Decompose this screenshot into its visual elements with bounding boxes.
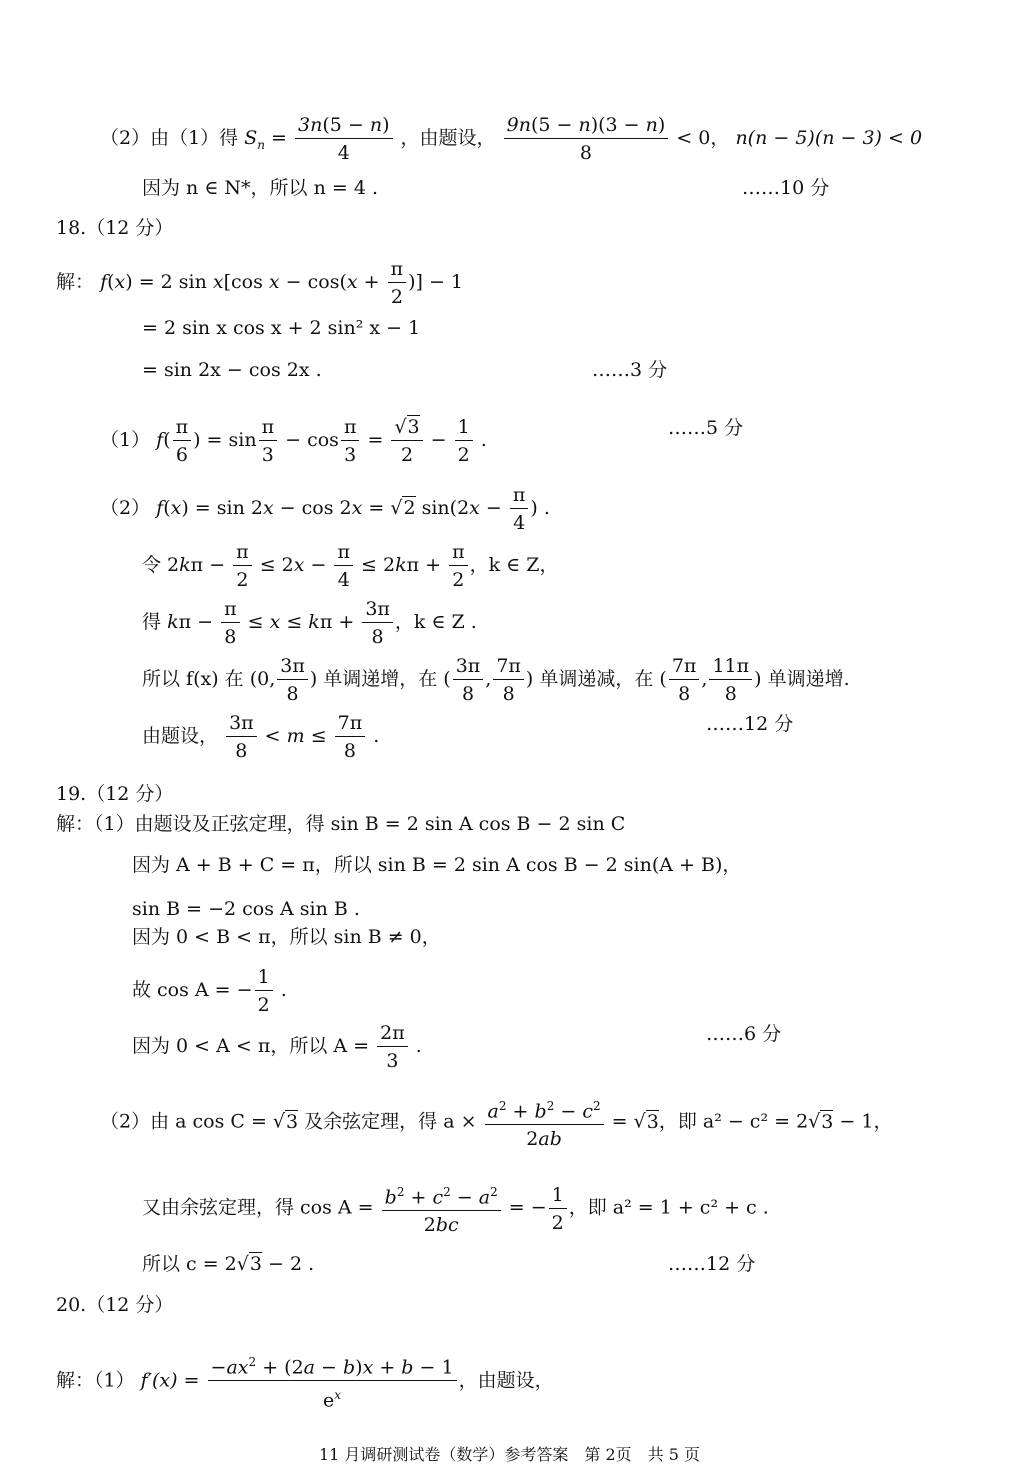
q18-let: 令 2kπ − $\frac{\pi}{2}$ ≤ 2x − $\frac{\pi}{4}$ ≤ 2kπ + $\frac{\pi}{2}$ ，k ∈ Z， [142, 541, 559, 591]
score-10: ……10 分 [742, 177, 830, 199]
q17-ineq: n(n − 5)(n − 3) < 0 [735, 127, 923, 149]
page-footer: 11 月调研测试卷（数学）参考答案 第 2页 共 5 页 [318, 1445, 701, 1464]
q19-line1: 解：（1）由题设及正弦定理，得 sin B = 2 sin A cos B − 2 sin C [56, 813, 626, 835]
q19-part2: （2）由 a cos C = √3 及余弦定理，得 a × $\frac{a^2 + b^2 - c^2}{2ab}$ = √3，即 a² − c² = 2√3 − 1， [100, 1095, 892, 1150]
q19-line5: 故 cos A = − $\frac{1}{2}$ . [132, 966, 287, 1016]
q20-line1: 解：（1） f′(x) = $\frac{-ax^2 + (2a - b)x + b - 1}{e^x}$ ，由题设， [56, 1351, 554, 1412]
q20-header: 20.（12 分） [56, 1294, 174, 1316]
score-12-q19: ……12 分 [668, 1253, 756, 1275]
q18-part1-label: （1） [100, 429, 151, 451]
score-5: ……5 分 [668, 417, 744, 439]
q17-part2-line1: （2）由（1）得 $S_n$ = $\frac{3n(5 - n)}{4}$ ，由题设， $\frac{9n(5 - n)(3 - n)}{8}$ < 0， n(n − 5)(n − 3) < 0 [100, 114, 923, 164]
q18-part1: （1） f( $\frac{\pi}{6}$ ) = sin $\frac{\pi}{3}$ − cos $\frac{\pi}{3}$ = $\frac{√3}{2}$ − $\frac{1}{2}$ . [100, 416, 487, 466]
q17-mid-text: ，由题设， [400, 127, 496, 149]
score-12-q18: ……12 分 [706, 713, 794, 735]
q19-header: 19.（12 分） [56, 783, 174, 805]
solution-label: 解： [56, 271, 95, 293]
ineq-fraction: $\frac{9n(5 - n)(3 - n)}{8}$ [504, 114, 669, 164]
q17-part2-line2 [142, 176, 378, 200]
score-3: ……3 分 [592, 359, 668, 381]
q18-monotonic: 所以 f(x) 在 (0, $\frac{3\pi}{8}$ ) 单调递增，在 ( $\frac{3\pi}{8}$ , $\frac{7\pi}{8}$ ) 单调递减，在 ( $\frac{7\pi}{8}$ , $\frac{11\pi}{8}$ ) 单调递增. [142, 655, 850, 705]
q19-line6: 因为 0 < A < π，所以 A = $\frac{2\pi}{3}$ . [132, 1022, 422, 1072]
q17-conclusion: 因为 n ∈ N*，所以 n = 4 . [142, 177, 378, 199]
sn-symbol: $S_n$ [244, 127, 265, 152]
pi-over-2-fraction: $\frac{\pi}{2}$ [388, 258, 407, 308]
q18-part2-label: （2） [100, 497, 151, 519]
derivative-fraction: $\frac{-ax^2 + (2a - b)x + b - 1}{e^x}$ [208, 1351, 457, 1412]
score-6: ……6 分 [706, 1023, 782, 1045]
sn-fraction: $\frac{3n(5 - n)}{4}$ [295, 114, 393, 164]
q18-condition: 由题设， $\frac{3\pi}{8}$ < m ≤ $\frac{7\pi}{8}$ . [142, 712, 380, 762]
q18-line2: = 2 sin x cos x + 2 sin² x − 1 [142, 317, 421, 339]
q19-line3: sin B = −2 cos A sin B . [132, 898, 360, 920]
q17-tail: < 0， [676, 127, 730, 149]
q19-line2: 因为 A + B + C = π，所以 sin B = 2 sin A cos B − 2 sin(A + B)， [132, 854, 742, 876]
q18-line3: = sin 2x − cos 2x . [142, 359, 322, 381]
q19-line8: 又由余弦定理，得 cos A = $\frac{b^2 + c^2 - a^2}{2bc}$ = − $\frac{1}{2}$ ，即 a² = 1 + c² + c . [142, 1181, 769, 1236]
q18-header: 18.（12 分） [56, 217, 174, 239]
q18-line1: 解： f(x) = 2 sin x[cos x − cos(x + $\frac{\pi}{2}$ )] − 1 [56, 258, 464, 308]
q18-part2: （2） f(x) = sin 2x − cos 2x = √2 sin(2x − $\frac{\pi}{4}$ ) . [100, 484, 550, 534]
q19-line4: 因为 0 < B < π，所以 sin B ≠ 0， [132, 926, 441, 948]
q17-part2-label: （2）由（1）得 [100, 127, 239, 149]
q19-line9: 所以 c = 2√3 − 2 . [142, 1253, 315, 1275]
q18-get: 得 kπ − $\frac{\pi}{8}$ ≤ x ≤ kπ + $\frac{3\pi}{8}$ ，k ∈ Z . [142, 598, 477, 648]
